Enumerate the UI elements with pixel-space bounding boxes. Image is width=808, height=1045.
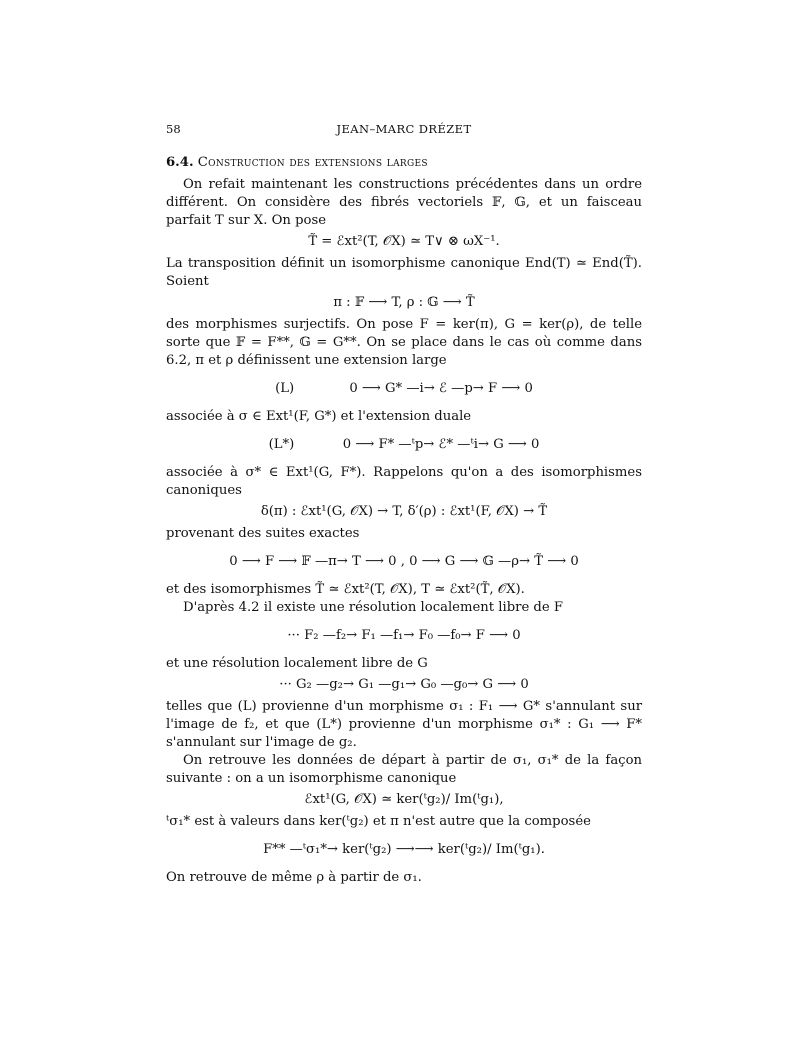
paragraph-7: et des isomorphismes T̃ ≃ ℰxt²(T, 𝒪X), T ≃ ℰxt²(T̃, 𝒪X). bbox=[166, 582, 525, 597]
equation-sequence-l: 0 ⟶ G* —i→ ℰ —p→ F ⟶ 0 bbox=[349, 381, 533, 396]
paragraph-11: On retrouve les données de départ à partir de σ₁, σ₁* de la façon suivante : on a un isomorphisme canonique bbox=[166, 753, 642, 786]
equation-sequence-l-dual: 0 ⟶ F* —ᵗp→ ℰ* —ᵗi→ G ⟶ 0 bbox=[342, 437, 540, 452]
paragraph-5: associée à σ* ∈ Ext¹(G, F*). Rappelons qu'on a des isomorphismes canoniques bbox=[166, 465, 642, 498]
equation-surjections: π : 𝔽 ⟶ T, ρ : 𝔾 ⟶ T̃ bbox=[333, 295, 475, 310]
equation-extension-l-dual bbox=[166, 436, 642, 454]
paragraph-9: et une résolution localement libre de G bbox=[166, 656, 428, 671]
paragraph-13: On retrouve de même ρ à partir de σ₁. bbox=[166, 870, 422, 885]
page bbox=[166, 120, 642, 887]
equation-resolution-f: ··· F₂ —f₂→ F₁ —f₁→ F₀ —f₀→ F ⟶ 0 bbox=[287, 628, 521, 643]
equation-label-l-dual: (L*) bbox=[268, 437, 295, 452]
page-number: 58 bbox=[166, 122, 181, 136]
equation-t-tilde: T̃ = ℰxt²(T, 𝒪X) ≃ T∨ ⊗ ωX⁻¹. bbox=[308, 234, 500, 249]
running-title: JEAN–MARC DRÉZET bbox=[336, 122, 472, 136]
equation-resolution-g: ··· G₂ —g₂→ G₁ —g₁→ G₀ —g₀→ G ⟶ 0 bbox=[279, 677, 529, 692]
page-header bbox=[166, 120, 642, 140]
section-heading bbox=[166, 154, 642, 172]
section-title: Construction des extensions larges bbox=[197, 155, 428, 170]
paragraph-10: telles que (L) provienne d'un morphisme σ₁ : F₁ ⟶ G* s'annulant sur l'image de f₂, et que (L*) provienne d'un morphisme σ₁* : G₁ ⟶ F* s'annulant sur l'image de g₂. bbox=[166, 699, 642, 750]
equation-exact-sequences: 0 ⟶ F ⟶ 𝔽 —π→ T ⟶ 0 , 0 ⟶ G ⟶ 𝔾 —ρ→ T̃ ⟶ 0 bbox=[229, 554, 579, 569]
equation-canonical-isos: δ(π) : ℰxt¹(G, 𝒪X) → T, δ′(ρ) : ℰxt¹(F, 𝒪X) → T̃ bbox=[260, 504, 548, 519]
paragraph-3: des morphismes surjectifs. On pose F = ker(π), G = ker(ρ), de telle sorte que 𝔽 = F**, 𝔾 = G**. On se place dans le cas où comme dans 6.2, π et ρ définissent une extension large bbox=[166, 317, 642, 368]
section-number: 6.4. bbox=[166, 155, 194, 170]
equation-extension-l bbox=[166, 380, 642, 398]
equation-composition: F** —ᵗσ₁*→ ker(ᵗg₂) ⟶⟶ ker(ᵗg₂)/ Im(ᵗg₁). bbox=[263, 842, 545, 857]
equation-label-l: (L) bbox=[275, 381, 295, 396]
paragraph-4: associée à σ ∈ Ext¹(F, G*) et l'extension duale bbox=[166, 409, 472, 424]
paragraph-12: ᵗσ₁* est à valeurs dans ker(ᵗg₂) et π n'est autre que la composée bbox=[166, 814, 591, 829]
equation-ext-iso: ℰxt¹(G, 𝒪X) ≃ ker(ᵗg₂)/ Im(ᵗg₁), bbox=[304, 792, 504, 807]
paragraph-2: La transposition définit un isomorphisme canonique End(T) ≃ End(T̃). Soient bbox=[166, 256, 642, 289]
paragraph-1: On refait maintenant les constructions précédentes dans un ordre différent. On considère des fibrés vectoriels 𝔽, 𝔾, et un faisceau parfait T sur X. On pose bbox=[166, 177, 642, 228]
paragraph-6: provenant des suites exactes bbox=[166, 526, 360, 541]
paragraph-8: D'après 4.2 il existe une résolution localement libre de F bbox=[183, 600, 564, 615]
